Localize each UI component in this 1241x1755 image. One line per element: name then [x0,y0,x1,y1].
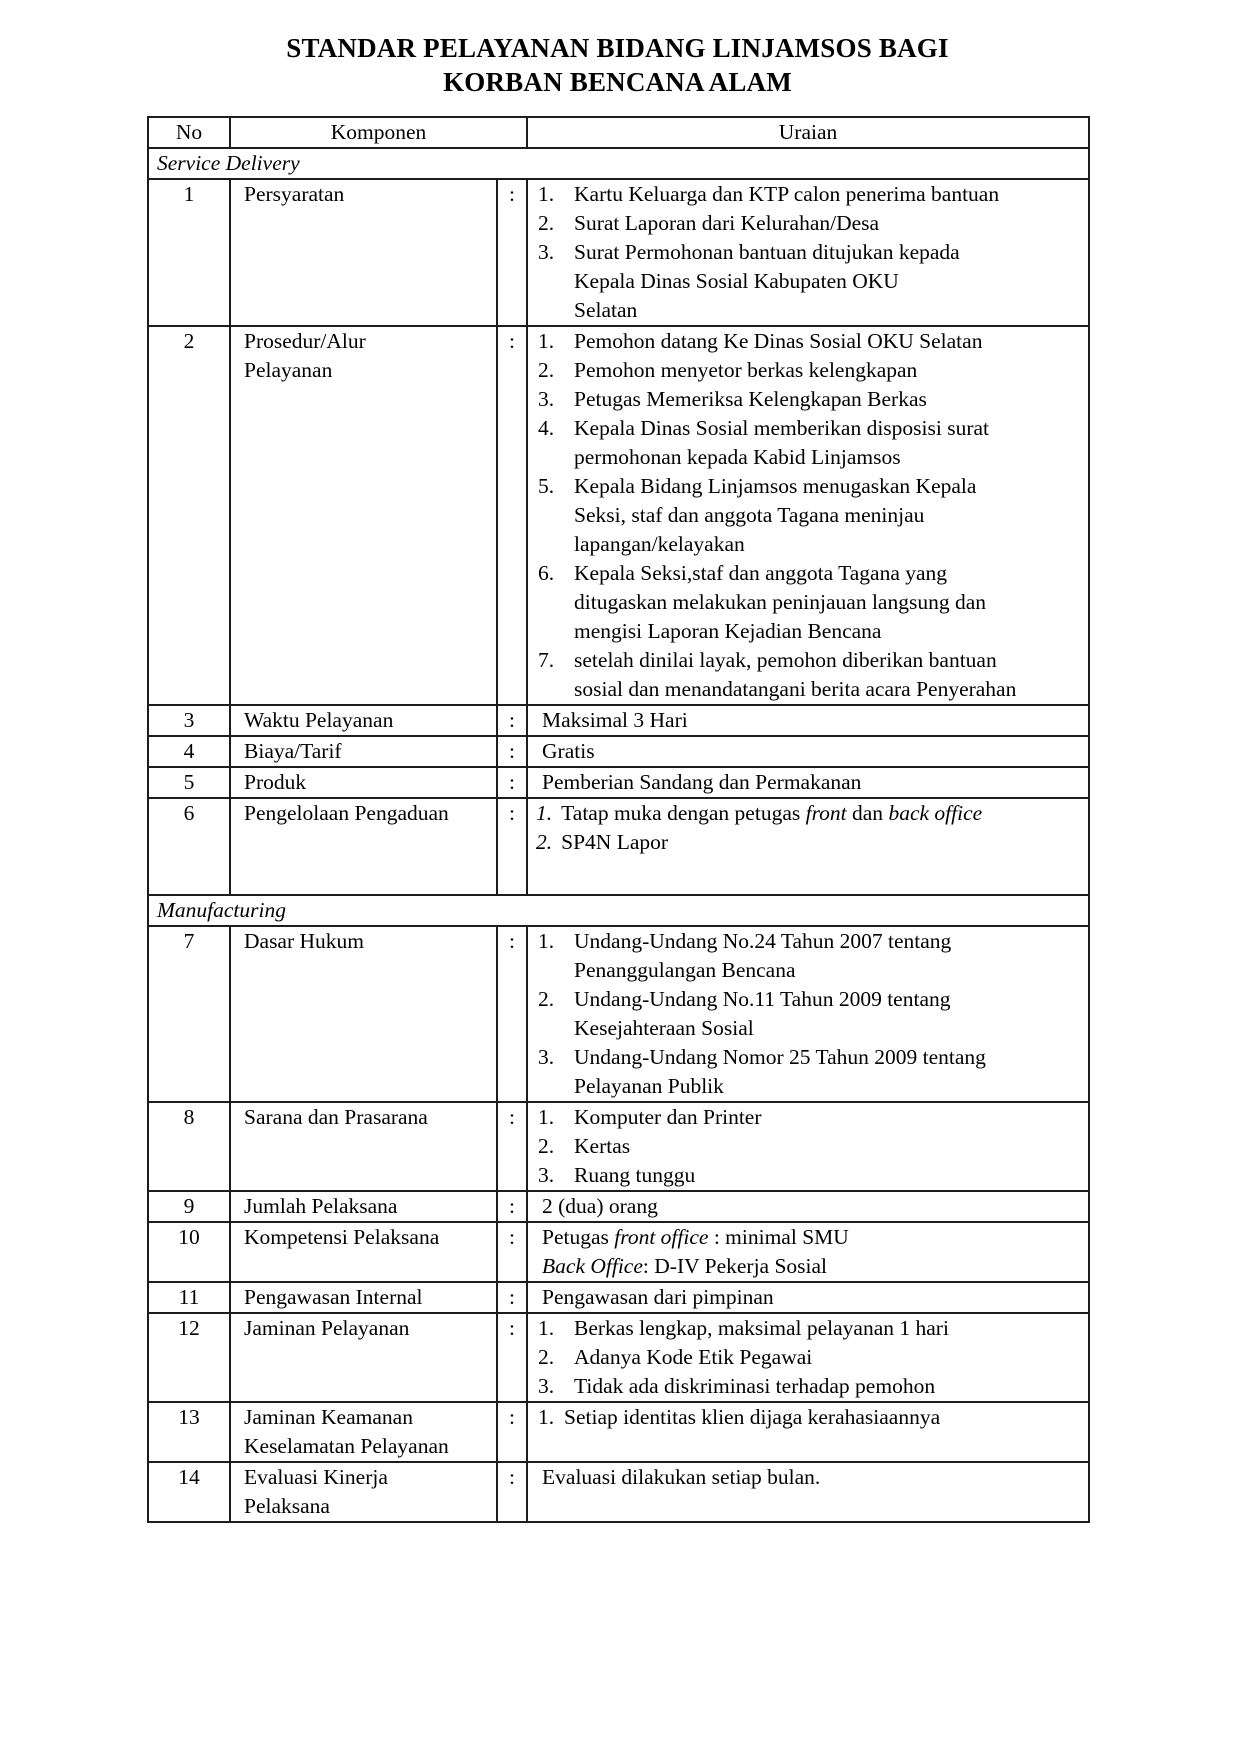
row-colon-separator: : [497,798,527,895]
italic-text: front office [614,1225,709,1249]
uraian-list-item [534,1372,1085,1401]
row-colon-separator: : [497,1191,527,1222]
table-row [148,798,1089,895]
italic-text: Back Office [542,1254,643,1278]
table-row [148,179,1089,326]
section-row [148,148,1089,179]
row-uraian [527,736,1089,767]
list-item-text: Komputer dan Printer [574,1105,762,1129]
uraian-text: Maksimal 3 Hari [542,708,688,732]
section-label: Service Delivery [148,148,1089,179]
uraian-list-item [534,1132,1085,1161]
row-komponen: Sarana dan Prasarana [230,1102,497,1191]
row-number: 13 [148,1402,230,1462]
row-uraian [527,1313,1089,1402]
uraian-list-item [534,828,1085,857]
list-item-text: Kertas [574,1134,631,1158]
table-row [148,1191,1089,1222]
row-number: 9 [148,1191,230,1222]
row-number: 4 [148,736,230,767]
uraian-list-item [534,927,1085,985]
row-uraian [527,705,1089,736]
list-item-text: Kepala Seksi,staf dan anggota Tagana yang ditugaskan melakukan peninjauan langsung dan mengisi Laporan Kejadian Bencana [574,561,986,643]
row-uraian [527,1402,1089,1462]
uraian-text: Petugas front office : minimal SMU Back Office: D-IV Pekerja Sosial [542,1225,849,1278]
table-row [148,705,1089,736]
italic-text: back office [888,801,983,825]
list-item-text: Kepala Dinas Sosial memberikan disposisi surat permohonan kepada Kabid Linjamsos [574,416,990,469]
uraian-list-item [534,1103,1085,1132]
row-uraian [527,179,1089,326]
list-item-number: 2. [538,211,555,235]
list-item-number: 1. [538,1316,555,1340]
list-item-text: Adanya Kode Etik Pegawai [574,1345,813,1369]
list-item-text: Pemohon datang Ke Dinas Sosial OKU Selatan [574,329,983,353]
list-item-number: 1. [538,182,555,206]
uraian-text: Pengawasan dari pimpinan [542,1285,774,1309]
uraian-list-item [534,646,1085,704]
uraian-list-item [534,180,1085,209]
list-item-number: 3. [538,1374,555,1398]
row-komponen: Produk [230,767,497,798]
list-item-text: SP4N Lapor [561,830,669,854]
row-number: 5 [148,767,230,798]
row-uraian [527,326,1089,705]
row-komponen: Jaminan Keamanan Keselamatan Pelayanan [230,1402,497,1462]
list-item-number: 7. [538,648,555,672]
row-komponen: Prosedur/Alur Pelayanan [230,326,497,705]
list-item-number: 2. [538,987,555,1011]
row-komponen: Dasar Hukum [230,926,497,1102]
uraian-list-item [534,1161,1085,1190]
document-title-line-2: KORBAN BENCANA ALAM [443,67,792,97]
table-row [148,1102,1089,1191]
list-item-text: Undang-Undang Nomor 25 Tahun 2009 tentang Pelayanan Publik [574,1045,986,1098]
table-row [148,1462,1089,1522]
list-item-number: 3. [538,240,555,264]
row-colon-separator: : [497,1102,527,1191]
row-komponen: Jaminan Pelayanan [230,1313,497,1402]
column-header-uraian: Uraian [527,117,1089,148]
row-colon-separator: : [497,1222,527,1282]
list-item-text: Kepala Bidang Linjamsos menugaskan Kepala Seksi, staf dan anggota Tagana meninjau lapangan/kelayakan [574,474,977,556]
list-item-number: 2. [536,830,553,854]
document-title-line-1: STANDAR PELAYANAN BIDANG LINJAMSOS BAGI [286,33,949,63]
table-row [148,1282,1089,1313]
row-komponen: Kompetensi Pelaksana [230,1222,497,1282]
uraian-list-item [534,414,1085,472]
row-number: 14 [148,1462,230,1522]
list-item-number: 1. [538,1405,555,1429]
list-item-number: 3. [538,1045,555,1069]
uraian-list-item [534,327,1085,356]
row-uraian [527,1191,1089,1222]
list-item-text: Setiap identitas klien dijaga kerahasiaannya [564,1405,941,1429]
list-item-text: Ruang tunggu [574,1163,696,1187]
row-uraian [527,1282,1089,1313]
list-item-number: 1. [538,929,555,953]
list-item-text: Surat Permohonan bantuan ditujukan kepada Kepala Dinas Sosial Kabupaten OKU Selatan [574,240,960,322]
row-number: 12 [148,1313,230,1402]
uraian-list-item [534,209,1085,238]
uraian-list-item [534,238,1085,325]
row-komponen: Evaluasi Kinerja Pelaksana [230,1462,497,1522]
row-colon-separator: : [497,705,527,736]
list-item-number: 1. [538,329,555,353]
list-item-text: Surat Laporan dari Kelurahan/Desa [574,211,880,235]
row-uraian [527,1222,1089,1282]
list-item-number: 3. [538,387,555,411]
row-colon-separator: : [497,926,527,1102]
row-colon-separator: : [497,326,527,705]
row-komponen: Biaya/Tarif [230,736,497,767]
row-komponen: Pengawasan Internal [230,1282,497,1313]
list-item-text: Tatap muka dengan petugas front dan back office [561,801,983,825]
row-uraian [527,1102,1089,1191]
row-number: 11 [148,1282,230,1313]
uraian-text: 2 (dua) orang [542,1194,658,1218]
row-uraian [527,1462,1089,1522]
list-item-number: 1. [536,801,553,825]
uraian-list-item [534,385,1085,414]
uraian-list-item [534,1403,1085,1432]
row-colon-separator: : [497,1402,527,1462]
row-number: 3 [148,705,230,736]
row-uraian [527,798,1089,895]
row-uraian [527,926,1089,1102]
list-item-text: Berkas lengkap, maksimal pelayanan 1 hari [574,1316,949,1340]
row-number: 6 [148,798,230,895]
list-item-text: Undang-Undang No.24 Tahun 2007 tentang Penanggulangan Bencana [574,929,952,982]
table-row [148,926,1089,1102]
row-number: 8 [148,1102,230,1191]
list-item-text: Tidak ada diskriminasi terhadap pemohon [574,1374,936,1398]
list-item-number: 5. [538,474,555,498]
table-row [148,326,1089,705]
uraian-list-item [534,559,1085,646]
list-item-text: Kartu Keluarga dan KTP calon penerima bantuan [574,182,1000,206]
uraian-list-item [534,472,1085,559]
row-colon-separator: : [497,1462,527,1522]
uraian-list-item [534,799,1085,828]
row-number: 2 [148,326,230,705]
uraian-text: Pemberian Sandang dan Permakanan [542,770,862,794]
section-label: Manufacturing [148,895,1089,926]
table-row [148,1222,1089,1282]
list-item-number: 2. [538,1134,555,1158]
list-item-number: 6. [538,561,555,585]
row-colon-separator: : [497,767,527,798]
uraian-list-item [534,1343,1085,1372]
uraian-list-item [534,356,1085,385]
table-row [148,1402,1089,1462]
row-colon-separator: : [497,1282,527,1313]
list-item-number: 2. [538,358,555,382]
uraian-list-item [534,985,1085,1043]
row-komponen: Pengelolaan Pengaduan [230,798,497,895]
row-colon-separator: : [497,1313,527,1402]
list-item-text: setelah dinilai layak, pemohon diberikan bantuan sosial dan menandatangani berita acara Penyerahan [574,648,1017,701]
section-row [148,895,1089,926]
list-item-number: 1. [538,1105,555,1129]
row-number: 10 [148,1222,230,1282]
list-item-number: 4. [538,416,555,440]
uraian-text: Evaluasi dilakukan setiap bulan. [542,1465,821,1489]
row-number: 1 [148,179,230,326]
row-colon-separator: : [497,179,527,326]
list-item-number: 2. [538,1345,555,1369]
row-komponen: Waktu Pelayanan [230,705,497,736]
document-title [147,0,1088,99]
column-header-komponen: Komponen [230,117,527,148]
italic-text: front [805,801,847,825]
service-standard-table [147,116,1090,1523]
row-komponen: Jumlah Pelaksana [230,1191,497,1222]
row-number: 7 [148,926,230,1102]
list-item-text: Undang-Undang No.11 Tahun 2009 tentang Kesejahteraan Sosial [574,987,951,1040]
list-item-text: Pemohon menyetor berkas kelengkapan [574,358,918,382]
table-header-row [148,117,1089,148]
list-item-text: Petugas Memeriksa Kelengkapan Berkas [574,387,927,411]
list-item-number: 3. [538,1163,555,1187]
table-row [148,1313,1089,1402]
row-colon-separator: : [497,736,527,767]
table-row [148,736,1089,767]
row-uraian [527,767,1089,798]
uraian-list-item [534,1043,1085,1101]
uraian-text: Gratis [542,739,595,763]
row-komponen: Persyaratan [230,179,497,326]
uraian-list-item [534,1314,1085,1343]
table-row [148,767,1089,798]
column-header-no: No [148,117,230,148]
